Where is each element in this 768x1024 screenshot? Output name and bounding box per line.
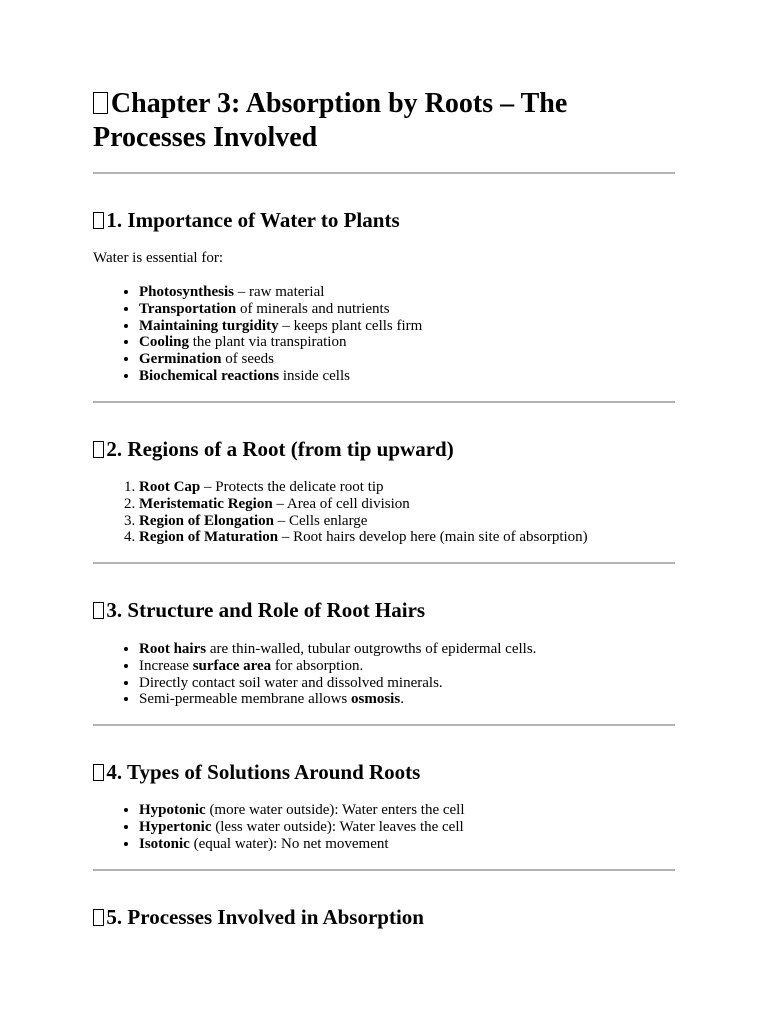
missing-glyph-icon	[93, 602, 104, 618]
missing-glyph-icon	[93, 212, 104, 228]
list-item: • Biochemical reactions inside cells	[139, 368, 422, 385]
list-item: • Transportation of minerals and nutrients	[139, 301, 422, 318]
page-title	[93, 87, 675, 155]
section-2-list	[93, 479, 588, 546]
list-item: • Hypertonic (less water outside): Water leaves the cell	[139, 819, 465, 836]
section-1-list	[93, 284, 422, 385]
list-item: • Increase surface area for absorption.	[139, 658, 536, 675]
divider	[93, 172, 675, 174]
list-item: • Semi-permeable membrane allows osmosis.	[139, 691, 536, 708]
section-4-list	[93, 802, 465, 852]
list-item: 4. Region of Maturation – Root hairs develop here (main site of absorption)	[139, 529, 588, 546]
list-item: • Maintaining turgidity – keeps plant cells firm	[139, 318, 422, 335]
section-heading-1: 1. Importance of Water to Plants	[93, 207, 400, 233]
page-title-text: Chapter 3: Absorption by Roots – The Processes Involved	[93, 88, 568, 153]
list-item: • Hypotonic (more water outside): Water enters the cell	[139, 802, 465, 819]
section-heading-4: 4. Types of Solutions Around Roots	[93, 759, 420, 785]
divider	[93, 869, 675, 871]
list-item: 3. Region of Elongation – Cells enlarge	[139, 513, 588, 530]
section-heading-3: 3. Structure and Role of Root Hairs	[93, 597, 425, 623]
list-item: • Isotonic (equal water): No net movement	[139, 836, 465, 853]
missing-glyph-icon	[93, 441, 104, 457]
divider	[93, 724, 675, 726]
section-heading-5: 5. Processes Involved in Absorption	[93, 904, 424, 930]
missing-glyph-icon	[93, 764, 104, 780]
section-1-intro: Water is essential for:	[93, 250, 223, 266]
divider	[93, 562, 675, 564]
list-item: • Root hairs are thin-walled, tubular outgrowths of epidermal cells.	[139, 641, 536, 658]
list-item: • Germination of seeds	[139, 351, 422, 368]
list-item: 1. Root Cap – Protects the delicate root tip	[139, 479, 588, 496]
divider	[93, 401, 675, 403]
missing-glyph-icon	[93, 909, 104, 925]
list-item: 2. Meristematic Region – Area of cell division	[139, 496, 588, 513]
section-3-list	[93, 641, 536, 708]
section-heading-2: 2. Regions of a Root (from tip upward)	[93, 436, 454, 462]
list-item: • Cooling the plant via transpiration	[139, 334, 422, 351]
list-item: • Directly contact soil water and dissolved minerals.	[139, 675, 536, 692]
list-item: • Photosynthesis – raw material	[139, 284, 422, 301]
missing-glyph-icon	[93, 92, 108, 114]
